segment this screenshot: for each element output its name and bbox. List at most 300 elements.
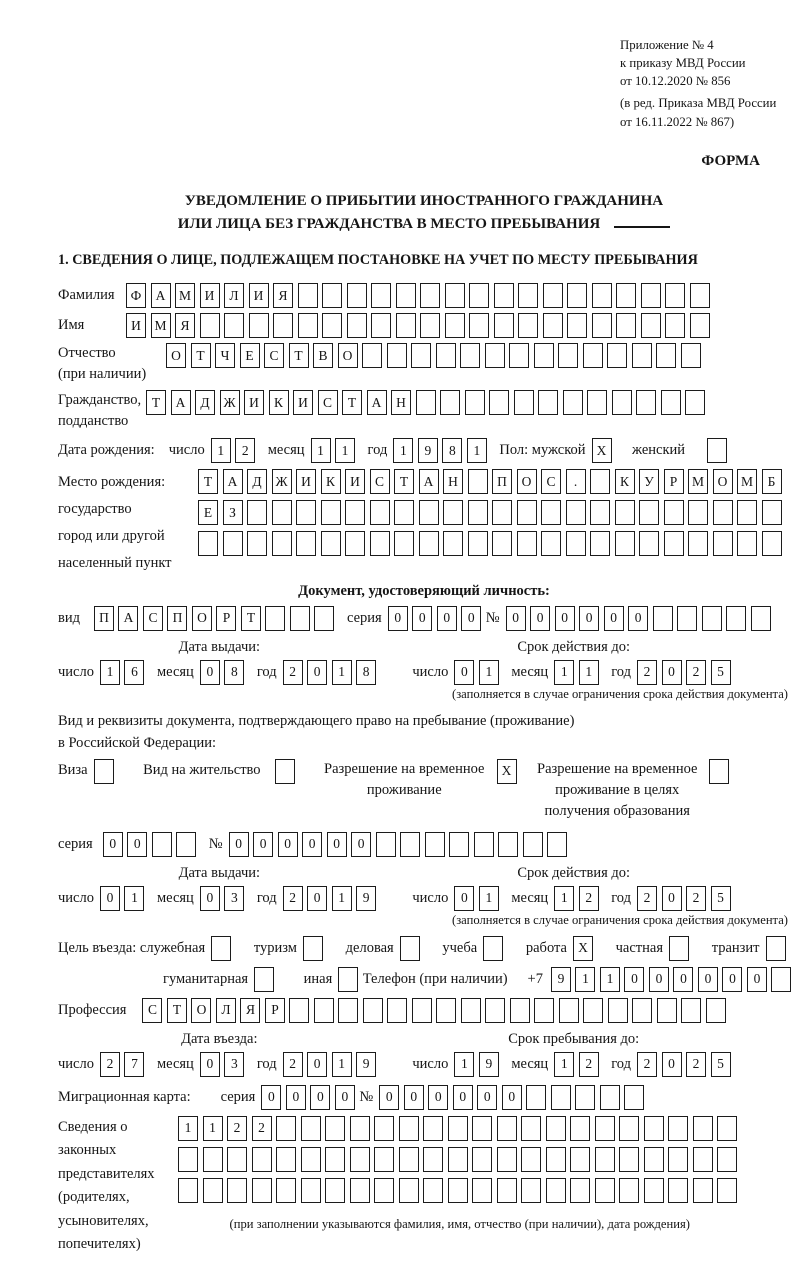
char-box[interactable] xyxy=(387,343,407,368)
char-box[interactable] xyxy=(641,313,661,338)
char-box[interactable]: 1 xyxy=(554,886,574,911)
char-box[interactable] xyxy=(523,832,543,857)
char-box[interactable]: 0 xyxy=(200,660,220,685)
char-box[interactable] xyxy=(314,998,334,1023)
char-box[interactable] xyxy=(762,500,782,525)
char-box[interactable] xyxy=(485,998,505,1023)
char-box[interactable]: 1 xyxy=(579,660,599,685)
char-box[interactable] xyxy=(518,313,538,338)
char-box[interactable]: Б xyxy=(762,469,782,494)
char-box[interactable]: О xyxy=(713,469,733,494)
char-box[interactable]: К xyxy=(321,469,341,494)
char-box[interactable] xyxy=(400,832,420,857)
char-box[interactable] xyxy=(350,1147,370,1172)
char-box[interactable] xyxy=(685,390,705,415)
char-box[interactable]: 2 xyxy=(637,1052,657,1077)
char-box[interactable] xyxy=(276,1116,296,1141)
char-box[interactable]: 2 xyxy=(686,1052,706,1077)
char-box[interactable] xyxy=(688,531,708,556)
char-box[interactable]: С xyxy=(318,390,338,415)
char-box[interactable]: Л xyxy=(224,283,244,308)
char-box[interactable] xyxy=(371,283,391,308)
char-box[interactable] xyxy=(521,1116,541,1141)
char-box[interactable] xyxy=(619,1147,639,1172)
char-box[interactable] xyxy=(94,759,114,784)
char-box[interactable] xyxy=(737,531,757,556)
char-box[interactable]: И xyxy=(345,469,365,494)
char-box[interactable]: 0 xyxy=(307,1052,327,1077)
char-box[interactable] xyxy=(726,606,746,631)
char-box[interactable]: 0 xyxy=(261,1085,281,1110)
char-box[interactable]: 8 xyxy=(224,660,244,685)
char-box[interactable] xyxy=(494,313,514,338)
char-box[interactable]: Я xyxy=(240,998,260,1023)
char-box[interactable]: 0 xyxy=(604,606,624,631)
char-box[interactable] xyxy=(489,390,509,415)
char-box[interactable]: 2 xyxy=(637,660,657,685)
char-box[interactable] xyxy=(551,1085,571,1110)
char-box[interactable] xyxy=(619,1178,639,1203)
char-box[interactable]: 5 xyxy=(711,1052,731,1077)
char-box[interactable] xyxy=(301,1116,321,1141)
char-box[interactable] xyxy=(546,1147,566,1172)
char-box[interactable] xyxy=(514,390,534,415)
char-box[interactable]: 0 xyxy=(253,832,273,857)
char-box[interactable] xyxy=(766,936,786,961)
char-box[interactable]: 1 xyxy=(600,967,620,992)
char-box[interactable] xyxy=(443,500,463,525)
char-box[interactable]: 2 xyxy=(283,660,303,685)
char-box[interactable]: 9 xyxy=(551,967,571,992)
char-box[interactable]: Ж xyxy=(272,469,292,494)
char-box[interactable] xyxy=(198,531,218,556)
char-box[interactable] xyxy=(176,832,196,857)
char-box[interactable] xyxy=(350,1116,370,1141)
char-box[interactable] xyxy=(494,283,514,308)
char-box[interactable]: 0 xyxy=(453,1085,473,1110)
char-box[interactable] xyxy=(518,283,538,308)
char-box[interactable]: 5 xyxy=(711,660,731,685)
char-box[interactable]: С xyxy=(541,469,561,494)
char-box[interactable]: Т xyxy=(198,469,218,494)
char-box[interactable] xyxy=(706,998,726,1023)
char-box[interactable]: М xyxy=(151,313,171,338)
char-box[interactable] xyxy=(301,1178,321,1203)
char-box[interactable]: 0 xyxy=(103,832,123,857)
char-box[interactable] xyxy=(567,283,587,308)
char-box[interactable] xyxy=(497,1147,517,1172)
char-box[interactable]: 0 xyxy=(200,886,220,911)
char-box[interactable] xyxy=(419,531,439,556)
char-box[interactable] xyxy=(272,531,292,556)
char-box[interactable]: О xyxy=(192,606,212,631)
char-box[interactable] xyxy=(751,606,771,631)
char-box[interactable] xyxy=(247,500,267,525)
char-box[interactable]: П xyxy=(492,469,512,494)
char-box[interactable]: 0 xyxy=(477,1085,497,1110)
char-box[interactable]: А xyxy=(367,390,387,415)
char-box[interactable] xyxy=(521,1178,541,1203)
char-box[interactable]: 0 xyxy=(229,832,249,857)
char-box[interactable]: М xyxy=(737,469,757,494)
char-box[interactable] xyxy=(325,1147,345,1172)
char-box[interactable] xyxy=(607,343,627,368)
char-box[interactable]: 0 xyxy=(302,832,322,857)
char-box[interactable]: Т xyxy=(394,469,414,494)
char-box[interactable] xyxy=(737,500,757,525)
char-box[interactable] xyxy=(771,967,791,992)
char-box[interactable]: 9 xyxy=(479,1052,499,1077)
char-box[interactable]: 0 xyxy=(286,1085,306,1110)
char-box[interactable]: 1 xyxy=(100,660,120,685)
char-box[interactable] xyxy=(296,531,316,556)
char-box[interactable]: 0 xyxy=(310,1085,330,1110)
char-box[interactable] xyxy=(465,390,485,415)
char-box[interactable] xyxy=(583,998,603,1023)
char-box[interactable]: 1 xyxy=(311,438,331,463)
char-box[interactable]: 1 xyxy=(332,660,352,685)
char-box[interactable]: 0 xyxy=(662,660,682,685)
char-box[interactable] xyxy=(420,313,440,338)
char-box[interactable]: 1 xyxy=(178,1116,198,1141)
char-box[interactable]: Т xyxy=(342,390,362,415)
char-box[interactable]: 0 xyxy=(454,886,474,911)
char-box[interactable] xyxy=(657,998,677,1023)
char-box[interactable] xyxy=(265,606,285,631)
char-box[interactable] xyxy=(563,390,583,415)
char-box[interactable] xyxy=(322,313,342,338)
char-box[interactable] xyxy=(443,531,463,556)
char-box[interactable]: Д xyxy=(247,469,267,494)
char-box[interactable]: К xyxy=(615,469,635,494)
char-box[interactable] xyxy=(371,313,391,338)
char-box[interactable] xyxy=(322,283,342,308)
char-box[interactable] xyxy=(461,998,481,1023)
char-box[interactable]: 0 xyxy=(327,832,347,857)
char-box[interactable] xyxy=(590,531,610,556)
char-box[interactable]: 7 xyxy=(124,1052,144,1077)
char-box[interactable]: П xyxy=(167,606,187,631)
char-box[interactable] xyxy=(546,1116,566,1141)
char-box[interactable]: О xyxy=(517,469,537,494)
char-box[interactable] xyxy=(693,1147,713,1172)
char-box[interactable]: 0 xyxy=(506,606,526,631)
char-box[interactable] xyxy=(521,1147,541,1172)
char-box[interactable]: Р xyxy=(216,606,236,631)
char-box[interactable] xyxy=(247,531,267,556)
char-box[interactable] xyxy=(570,1116,590,1141)
char-box[interactable] xyxy=(370,531,390,556)
char-box[interactable] xyxy=(559,998,579,1023)
char-box[interactable] xyxy=(707,438,727,463)
char-box[interactable]: Ч xyxy=(215,343,235,368)
char-box[interactable]: 0 xyxy=(722,967,742,992)
char-box[interactable]: И xyxy=(244,390,264,415)
char-box[interactable] xyxy=(399,1147,419,1172)
char-box[interactable]: 0 xyxy=(388,606,408,631)
char-box[interactable]: 2 xyxy=(686,660,706,685)
char-box[interactable]: Т xyxy=(289,343,309,368)
char-box[interactable]: А xyxy=(171,390,191,415)
char-box[interactable] xyxy=(644,1147,664,1172)
char-box[interactable] xyxy=(592,283,612,308)
char-box[interactable] xyxy=(227,1178,247,1203)
char-box[interactable]: 1 xyxy=(124,886,144,911)
char-box[interactable] xyxy=(690,283,710,308)
char-box[interactable] xyxy=(664,500,684,525)
char-box[interactable]: 1 xyxy=(479,886,499,911)
char-box[interactable] xyxy=(526,1085,546,1110)
char-box[interactable] xyxy=(669,936,689,961)
char-box[interactable] xyxy=(681,998,701,1023)
char-box[interactable] xyxy=(677,606,697,631)
char-box[interactable]: С xyxy=(143,606,163,631)
char-box[interactable] xyxy=(690,313,710,338)
char-box[interactable] xyxy=(419,500,439,525)
char-box[interactable] xyxy=(370,500,390,525)
char-box[interactable]: 8 xyxy=(356,660,376,685)
char-box[interactable]: 0 xyxy=(404,1085,424,1110)
char-box[interactable] xyxy=(639,531,659,556)
char-box[interactable] xyxy=(338,998,358,1023)
char-box[interactable]: 0 xyxy=(412,606,432,631)
char-box[interactable] xyxy=(632,343,652,368)
char-box[interactable] xyxy=(497,1178,517,1203)
char-box[interactable] xyxy=(543,313,563,338)
char-box[interactable]: 2 xyxy=(283,1052,303,1077)
char-box[interactable]: 0 xyxy=(579,606,599,631)
char-box[interactable]: . xyxy=(566,469,586,494)
char-box[interactable] xyxy=(632,998,652,1023)
char-box[interactable] xyxy=(644,1116,664,1141)
char-box[interactable] xyxy=(616,283,636,308)
char-box[interactable] xyxy=(448,1116,468,1141)
char-box[interactable] xyxy=(290,606,310,631)
char-box[interactable]: 1 xyxy=(554,660,574,685)
char-box[interactable] xyxy=(303,936,323,961)
char-box[interactable] xyxy=(298,313,318,338)
char-box[interactable] xyxy=(600,1085,620,1110)
char-box[interactable] xyxy=(641,283,661,308)
char-box[interactable] xyxy=(399,1116,419,1141)
char-box[interactable] xyxy=(412,998,432,1023)
char-box[interactable] xyxy=(399,1178,419,1203)
char-box[interactable]: 1 xyxy=(335,438,355,463)
char-box[interactable] xyxy=(200,313,220,338)
char-box[interactable]: 0 xyxy=(747,967,767,992)
char-box[interactable] xyxy=(668,1178,688,1203)
char-box[interactable] xyxy=(224,313,244,338)
char-box[interactable] xyxy=(558,343,578,368)
char-box[interactable]: 1 xyxy=(479,660,499,685)
char-box[interactable]: 0 xyxy=(530,606,550,631)
char-box[interactable] xyxy=(485,343,505,368)
char-box[interactable] xyxy=(474,832,494,857)
char-box[interactable] xyxy=(396,313,416,338)
char-box[interactable] xyxy=(615,500,635,525)
char-box[interactable]: Т xyxy=(146,390,166,415)
char-box[interactable]: 0 xyxy=(307,660,327,685)
char-box[interactable]: 2 xyxy=(235,438,255,463)
char-box[interactable] xyxy=(644,1178,664,1203)
char-box[interactable] xyxy=(416,390,436,415)
char-box[interactable]: 0 xyxy=(624,967,644,992)
char-box[interactable] xyxy=(534,998,554,1023)
char-box[interactable]: 0 xyxy=(454,660,474,685)
char-box[interactable]: Н xyxy=(443,469,463,494)
char-box[interactable]: 1 xyxy=(575,967,595,992)
char-box[interactable]: 2 xyxy=(283,886,303,911)
char-box[interactable] xyxy=(468,531,488,556)
char-box[interactable] xyxy=(509,343,529,368)
char-box[interactable] xyxy=(713,500,733,525)
char-box[interactable] xyxy=(595,1178,615,1203)
char-box[interactable]: С xyxy=(264,343,284,368)
char-box[interactable]: 1 xyxy=(467,438,487,463)
char-box[interactable]: А xyxy=(419,469,439,494)
char-box[interactable] xyxy=(345,500,365,525)
char-box[interactable] xyxy=(492,500,512,525)
char-box[interactable]: 8 xyxy=(442,438,462,463)
char-box[interactable] xyxy=(276,1178,296,1203)
char-box[interactable]: 2 xyxy=(637,886,657,911)
char-box[interactable] xyxy=(583,343,603,368)
char-box[interactable] xyxy=(717,1178,737,1203)
char-box[interactable] xyxy=(345,531,365,556)
char-box[interactable]: 0 xyxy=(428,1085,448,1110)
char-box[interactable]: X xyxy=(497,759,517,784)
char-box[interactable]: 1 xyxy=(393,438,413,463)
char-box[interactable]: Я xyxy=(175,313,195,338)
char-box[interactable]: А xyxy=(118,606,138,631)
char-box[interactable]: 1 xyxy=(454,1052,474,1077)
char-box[interactable]: 1 xyxy=(211,438,231,463)
char-box[interactable] xyxy=(249,313,269,338)
char-box[interactable] xyxy=(350,1178,370,1203)
char-box[interactable] xyxy=(347,313,367,338)
char-box[interactable]: О xyxy=(338,343,358,368)
char-box[interactable] xyxy=(298,283,318,308)
char-box[interactable] xyxy=(702,606,722,631)
char-box[interactable]: 5 xyxy=(711,886,731,911)
char-box[interactable]: 0 xyxy=(200,1052,220,1077)
char-box[interactable] xyxy=(472,1147,492,1172)
char-box[interactable] xyxy=(448,1147,468,1172)
char-box[interactable] xyxy=(275,759,295,784)
char-box[interactable] xyxy=(436,343,456,368)
char-box[interactable] xyxy=(546,1178,566,1203)
char-box[interactable]: 2 xyxy=(579,1052,599,1077)
char-box[interactable] xyxy=(203,1178,223,1203)
char-box[interactable] xyxy=(387,998,407,1023)
char-box[interactable]: 0 xyxy=(662,1052,682,1077)
char-box[interactable] xyxy=(325,1116,345,1141)
char-box[interactable] xyxy=(425,832,445,857)
char-box[interactable] xyxy=(664,531,684,556)
char-box[interactable]: Д xyxy=(195,390,215,415)
char-box[interactable]: К xyxy=(269,390,289,415)
char-box[interactable] xyxy=(639,500,659,525)
char-box[interactable] xyxy=(448,1178,468,1203)
char-box[interactable]: 0 xyxy=(628,606,648,631)
char-box[interactable] xyxy=(590,500,610,525)
char-box[interactable]: О xyxy=(166,343,186,368)
char-box[interactable]: Р xyxy=(265,998,285,1023)
char-box[interactable]: Ф xyxy=(126,283,146,308)
char-box[interactable] xyxy=(394,500,414,525)
char-box[interactable] xyxy=(543,283,563,308)
char-box[interactable] xyxy=(590,469,610,494)
char-box[interactable] xyxy=(423,1116,443,1141)
char-box[interactable]: И xyxy=(200,283,220,308)
char-box[interactable]: 1 xyxy=(332,1052,352,1077)
char-box[interactable]: Т xyxy=(167,998,187,1023)
char-box[interactable]: У xyxy=(639,469,659,494)
char-box[interactable]: X xyxy=(592,438,612,463)
char-box[interactable]: С xyxy=(142,998,162,1023)
char-box[interactable] xyxy=(483,936,503,961)
char-box[interactable] xyxy=(472,1116,492,1141)
char-box[interactable]: 2 xyxy=(686,886,706,911)
char-box[interactable] xyxy=(547,832,567,857)
char-box[interactable] xyxy=(394,531,414,556)
char-box[interactable] xyxy=(400,936,420,961)
char-box[interactable]: 2 xyxy=(579,886,599,911)
char-box[interactable] xyxy=(289,998,309,1023)
char-box[interactable] xyxy=(445,313,465,338)
char-box[interactable]: 0 xyxy=(502,1085,522,1110)
char-box[interactable] xyxy=(396,283,416,308)
char-box[interactable] xyxy=(570,1147,590,1172)
char-box[interactable] xyxy=(709,759,729,784)
char-box[interactable] xyxy=(665,313,685,338)
char-box[interactable]: 0 xyxy=(335,1085,355,1110)
char-box[interactable] xyxy=(254,967,274,992)
char-box[interactable]: Т xyxy=(191,343,211,368)
char-box[interactable] xyxy=(276,1147,296,1172)
char-box[interactable] xyxy=(661,390,681,415)
char-box[interactable]: 0 xyxy=(649,967,669,992)
char-box[interactable]: 0 xyxy=(351,832,371,857)
char-box[interactable] xyxy=(152,832,172,857)
char-box[interactable]: В xyxy=(313,343,333,368)
char-box[interactable] xyxy=(178,1178,198,1203)
char-box[interactable]: Е xyxy=(240,343,260,368)
char-box[interactable] xyxy=(468,469,488,494)
char-box[interactable] xyxy=(713,531,733,556)
char-box[interactable]: 0 xyxy=(100,886,120,911)
char-box[interactable]: С xyxy=(370,469,390,494)
char-box[interactable]: Л xyxy=(216,998,236,1023)
char-box[interactable] xyxy=(374,1178,394,1203)
char-box[interactable]: 1 xyxy=(554,1052,574,1077)
char-box[interactable]: И xyxy=(296,469,316,494)
char-box[interactable]: А xyxy=(151,283,171,308)
char-box[interactable]: 0 xyxy=(698,967,718,992)
char-box[interactable] xyxy=(668,1116,688,1141)
char-box[interactable] xyxy=(273,313,293,338)
char-box[interactable] xyxy=(619,1116,639,1141)
char-box[interactable] xyxy=(445,283,465,308)
char-box[interactable] xyxy=(497,1116,517,1141)
char-box[interactable] xyxy=(252,1147,272,1172)
char-box[interactable] xyxy=(636,390,656,415)
char-box[interactable] xyxy=(178,1147,198,1172)
char-box[interactable]: 9 xyxy=(418,438,438,463)
char-box[interactable]: Р xyxy=(664,469,684,494)
char-box[interactable] xyxy=(492,531,512,556)
char-box[interactable]: 2 xyxy=(252,1116,272,1141)
